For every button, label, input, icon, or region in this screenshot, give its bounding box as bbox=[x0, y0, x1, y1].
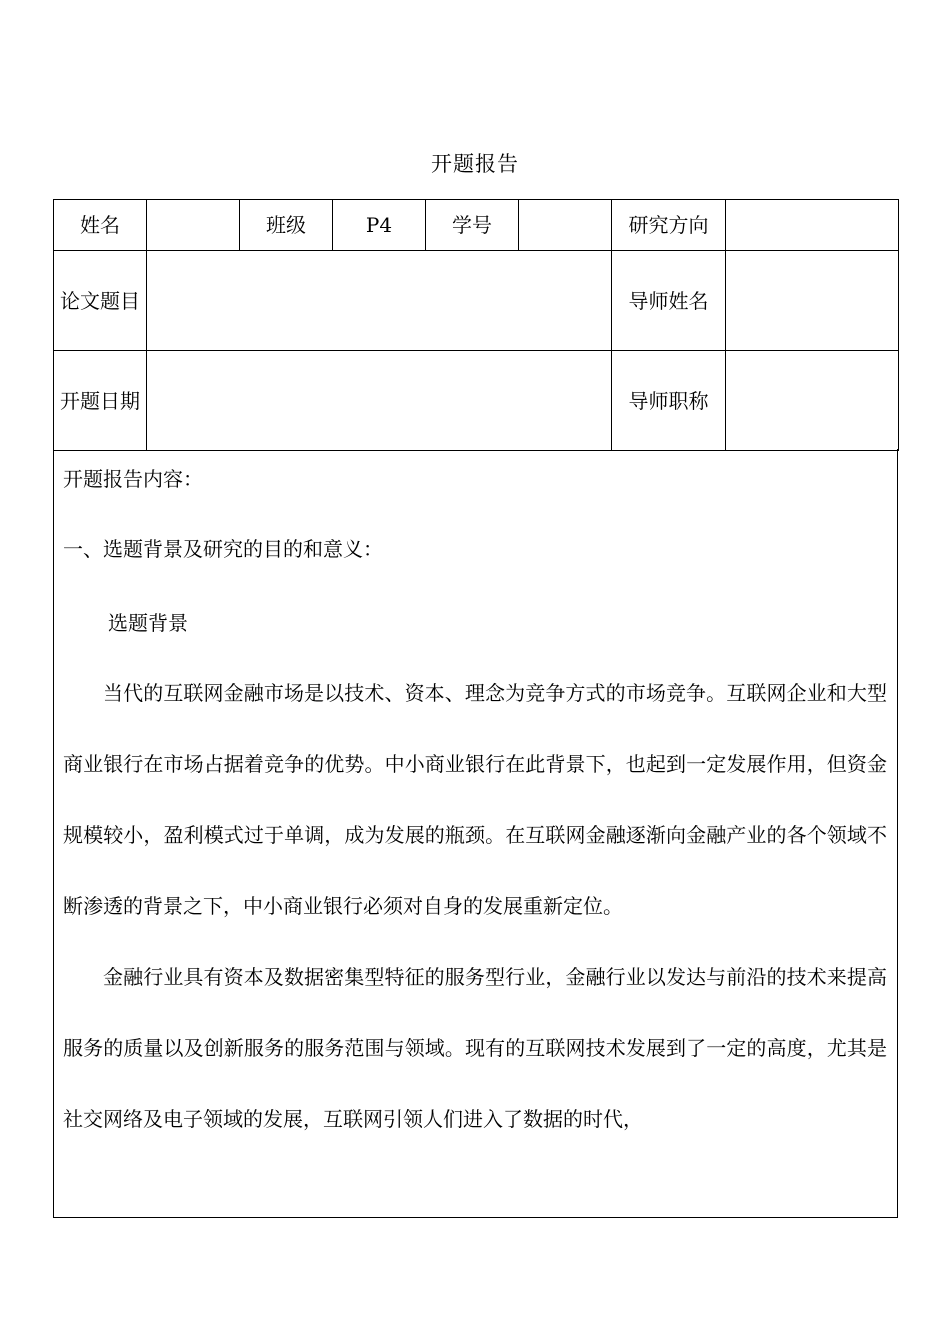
report-content-box bbox=[53, 449, 898, 1218]
section-heading: 一、选题背景及研究的目的和意义： bbox=[63, 537, 383, 561]
body-paragraph: 金融行业具有资本及数据密集型特征的服务型行业，金融行业以发达与前沿的技术来提高服务的质量以及创新服务的服务范围与领域。现有的互联网技术发展到了一定的高度，尤其是社交网络及电子领域的发展，互联网引领人们进入了数据的时代， bbox=[63, 965, 887, 1131]
thesis-title-value[interactable] bbox=[147, 251, 612, 351]
advisor-title-value[interactable] bbox=[726, 351, 899, 451]
content-label: 开题报告内容： bbox=[63, 467, 203, 491]
body-paragraph: 当代的互联网金融市场是以技术、资本、理念为竞争方式的市场竞争。互联网企业和大型商业银行在市场占据着竞争的优势。中小商业银行在此背景下，也起到一定发展作用，但资金规模较小，盈利模式过于单调，成为发展的瓶颈。在互联网金融逐渐向金融产业的各个领域不断渗透的背景之下，中小商业银行必须对自身的发展重新定位。 bbox=[63, 681, 887, 918]
student-id-value[interactable] bbox=[519, 200, 612, 251]
advisor-name-label: 导师姓名 bbox=[612, 251, 726, 351]
document-title: 开题报告 bbox=[431, 152, 519, 176]
advisor-title-label: 导师职称 bbox=[612, 351, 726, 451]
advisor-name-value[interactable] bbox=[726, 251, 899, 351]
info-table bbox=[53, 199, 899, 451]
student-id-label: 学号 bbox=[426, 200, 519, 251]
subheading: 选题背景 bbox=[108, 611, 188, 635]
research-direction-value[interactable] bbox=[726, 200, 899, 251]
research-direction-label: 研究方向 bbox=[612, 200, 726, 251]
class-value[interactable]: P4 bbox=[333, 200, 426, 251]
name-label: 姓名 bbox=[54, 200, 147, 251]
name-value[interactable] bbox=[147, 200, 240, 251]
class-label: 班级 bbox=[240, 200, 333, 251]
proposal-date-label: 开题日期 bbox=[54, 351, 147, 451]
proposal-date-value[interactable] bbox=[147, 351, 612, 451]
thesis-title-label: 论文题目 bbox=[54, 251, 147, 351]
